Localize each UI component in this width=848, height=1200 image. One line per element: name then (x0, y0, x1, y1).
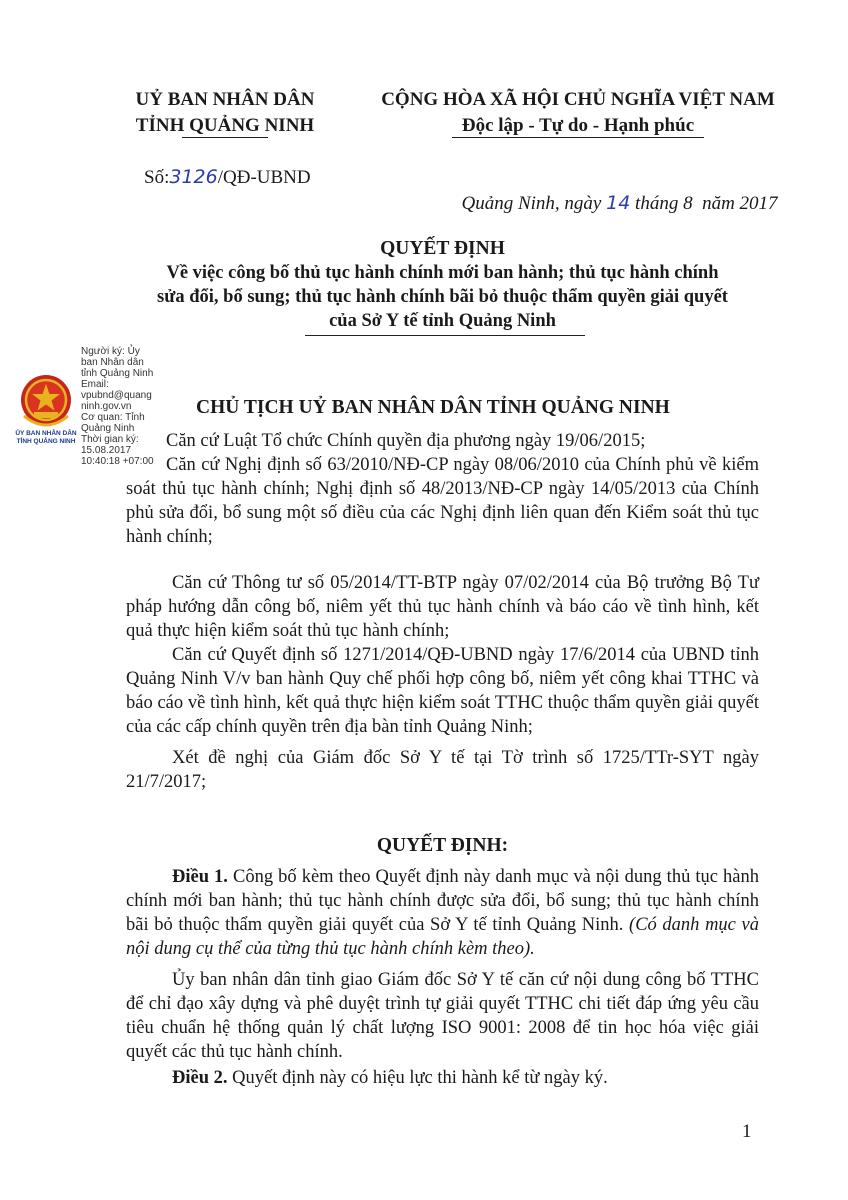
legal-basis-4: Căn cứ Quyết định số 1271/2014/QĐ-UBND ngày 17/6/2014 của UBND tỉnh Quảng Ninh V/v ban hành Quy chế phối hợp công bố, niêm yết công khai TTHC và báo cáo về tình hình, kết quả thực hiện kiểm soát TTHC thuộc thẩm quyền giải quyết của các cấp chính quyền trên địa bàn tỉnh Quảng Ninh; (126, 645, 759, 737)
article-1-label: Điều 1. (172, 867, 228, 887)
article-2-text: Quyết định này có hiệu lực thi hành kể từ ngày ký. (227, 1068, 608, 1088)
subject-line-2: sửa đổi, bổ sung; thủ tục hành chính bãi bỏ thuộc thẩm quyền giải quyết (157, 287, 728, 307)
nation-line-1: CỘNG HÒA XÃ HỘI CHỦ NGHĨA VIỆT NAM (381, 89, 775, 110)
sig-line: Thời gian ký: (81, 434, 139, 445)
sig-line: Cơ quan: Tỉnh (81, 412, 145, 423)
signing-authority: CHỦ TỊCH UỶ BAN NHÂN DÂN TỈNH QUẢNG NINH (196, 397, 670, 418)
date-suffix: tháng 8 năm 2017 (635, 193, 778, 214)
sig-line: ban Nhân dân (81, 357, 144, 368)
seal-label-2: TỈNH QUẢNG NINH (16, 438, 76, 445)
national-motto (372, 87, 784, 139)
number-prefix: Số: (144, 167, 170, 188)
subject-line-1: Về việc công bố thủ tục hành chính mới ban hành; thủ tục hành chính (166, 263, 719, 283)
motto-underline (452, 137, 704, 138)
sig-line: Email: (81, 379, 109, 390)
nation-line-2: Độc lập - Tự do - Hạnh phúc (461, 115, 695, 136)
sig-line: 15.08.2017 (81, 445, 132, 456)
number-suffix: /QĐ-UBND (217, 167, 311, 188)
issuing-organization (110, 87, 340, 139)
legal-basis-5: Xét đề nghị của Giám đốc Sở Y tế tại Tờ trình số 1725/TTr-SYT ngày 21/7/2017; (126, 748, 759, 792)
legal-basis-3: Căn cứ Thông tư số 05/2014/TT-BTP ngày 07/02/2014 của Bộ trưởng Bộ Tư pháp hướng dẫn công bố, niêm yết thủ tục hành chính và báo cáo về tình hình, kết quả thực hiện kiểm soát thủ tục hành chính; (126, 573, 759, 641)
article-2-label: Điều 2. (172, 1068, 228, 1088)
title-underline (305, 335, 585, 336)
article-1-note: (Có danh mục và nội dung cụ thể của từng thủ tục hành chính kèm theo). (126, 915, 759, 959)
article-1-text: Công bố kèm theo Quyết định này danh mục và nội dung thủ tục hành chính mới ban hành; thủ tục hành chính được sửa đổi, bổ sung; thủ tục hành chính bãi bỏ thuộc thẩm quyền giải quyết của Sở Y tế tỉnh Quảng Ninh. (126, 867, 759, 935)
sig-line: Người ký: Ủy (81, 346, 140, 357)
issue-date (452, 164, 778, 217)
date-prefix: Quảng Ninh, ngày (461, 193, 602, 214)
legal-basis-2: Căn cứ Nghị định số 63/2010/NĐ-CP ngày 08/06/2010 của Chính phủ về kiểm soát thủ tục hành chính; Nghị định số 48/2013/NĐ-CP ngày 14/05/2013 của Chính phủ sửa đổi, bổ sung một số điều của các Nghị định liên quan đến Kiểm soát thủ tục hành chính; (126, 455, 759, 547)
org-line-2: TỈNH QUẢNG NINH (135, 115, 315, 136)
seal-label-1: ỦY BAN NHÂN DÂN (15, 430, 77, 437)
article-2 (126, 1066, 759, 1090)
sig-line: Quảng Ninh (81, 423, 135, 434)
document-subject (110, 261, 775, 333)
page-number: 1 (742, 1121, 752, 1142)
org-underline (182, 137, 268, 138)
legal-basis-1: Căn cứ Luật Tổ chức Chính quyền địa phương ngày 19/06/2015; (166, 431, 646, 451)
article-1-paragraph-2: Ủy ban nhân dân tỉnh giao Giám đốc Sở Y tế căn cứ nội dung công bố TTHC để chỉ đạo xây dựng và phê duyệt trình tự giải quyết TTHC chi tiết đáp ứng yêu cầu tiêu chuẩn hệ thống quản lý chất lượng ISO 9001: 2008 để tin học hóa việc giải quyết các thủ tục hành chính. (126, 970, 759, 1062)
sig-line: ninh.gov.vn (81, 401, 132, 412)
sig-line: tỉnh Quảng Ninh (81, 368, 154, 379)
sig-line: vpubnd@quang (81, 390, 152, 401)
org-line-1: UỶ BAN NHÂN DÂN (135, 89, 315, 110)
national-emblem-icon (14, 372, 78, 432)
decision-heading: QUYẾT ĐỊNH: (376, 835, 509, 856)
seal-label (6, 430, 86, 446)
document-title: QUYẾT ĐỊNH (380, 238, 505, 259)
article-1 (126, 865, 759, 961)
sig-line: 10:40:18 +07:00 (81, 456, 154, 467)
subject-line-3: của Sở Y tế tỉnh Quảng Ninh (329, 311, 556, 331)
handwritten-day: 14 (606, 192, 631, 214)
handwritten-number: 3126 (169, 166, 218, 188)
document-number (144, 164, 311, 191)
